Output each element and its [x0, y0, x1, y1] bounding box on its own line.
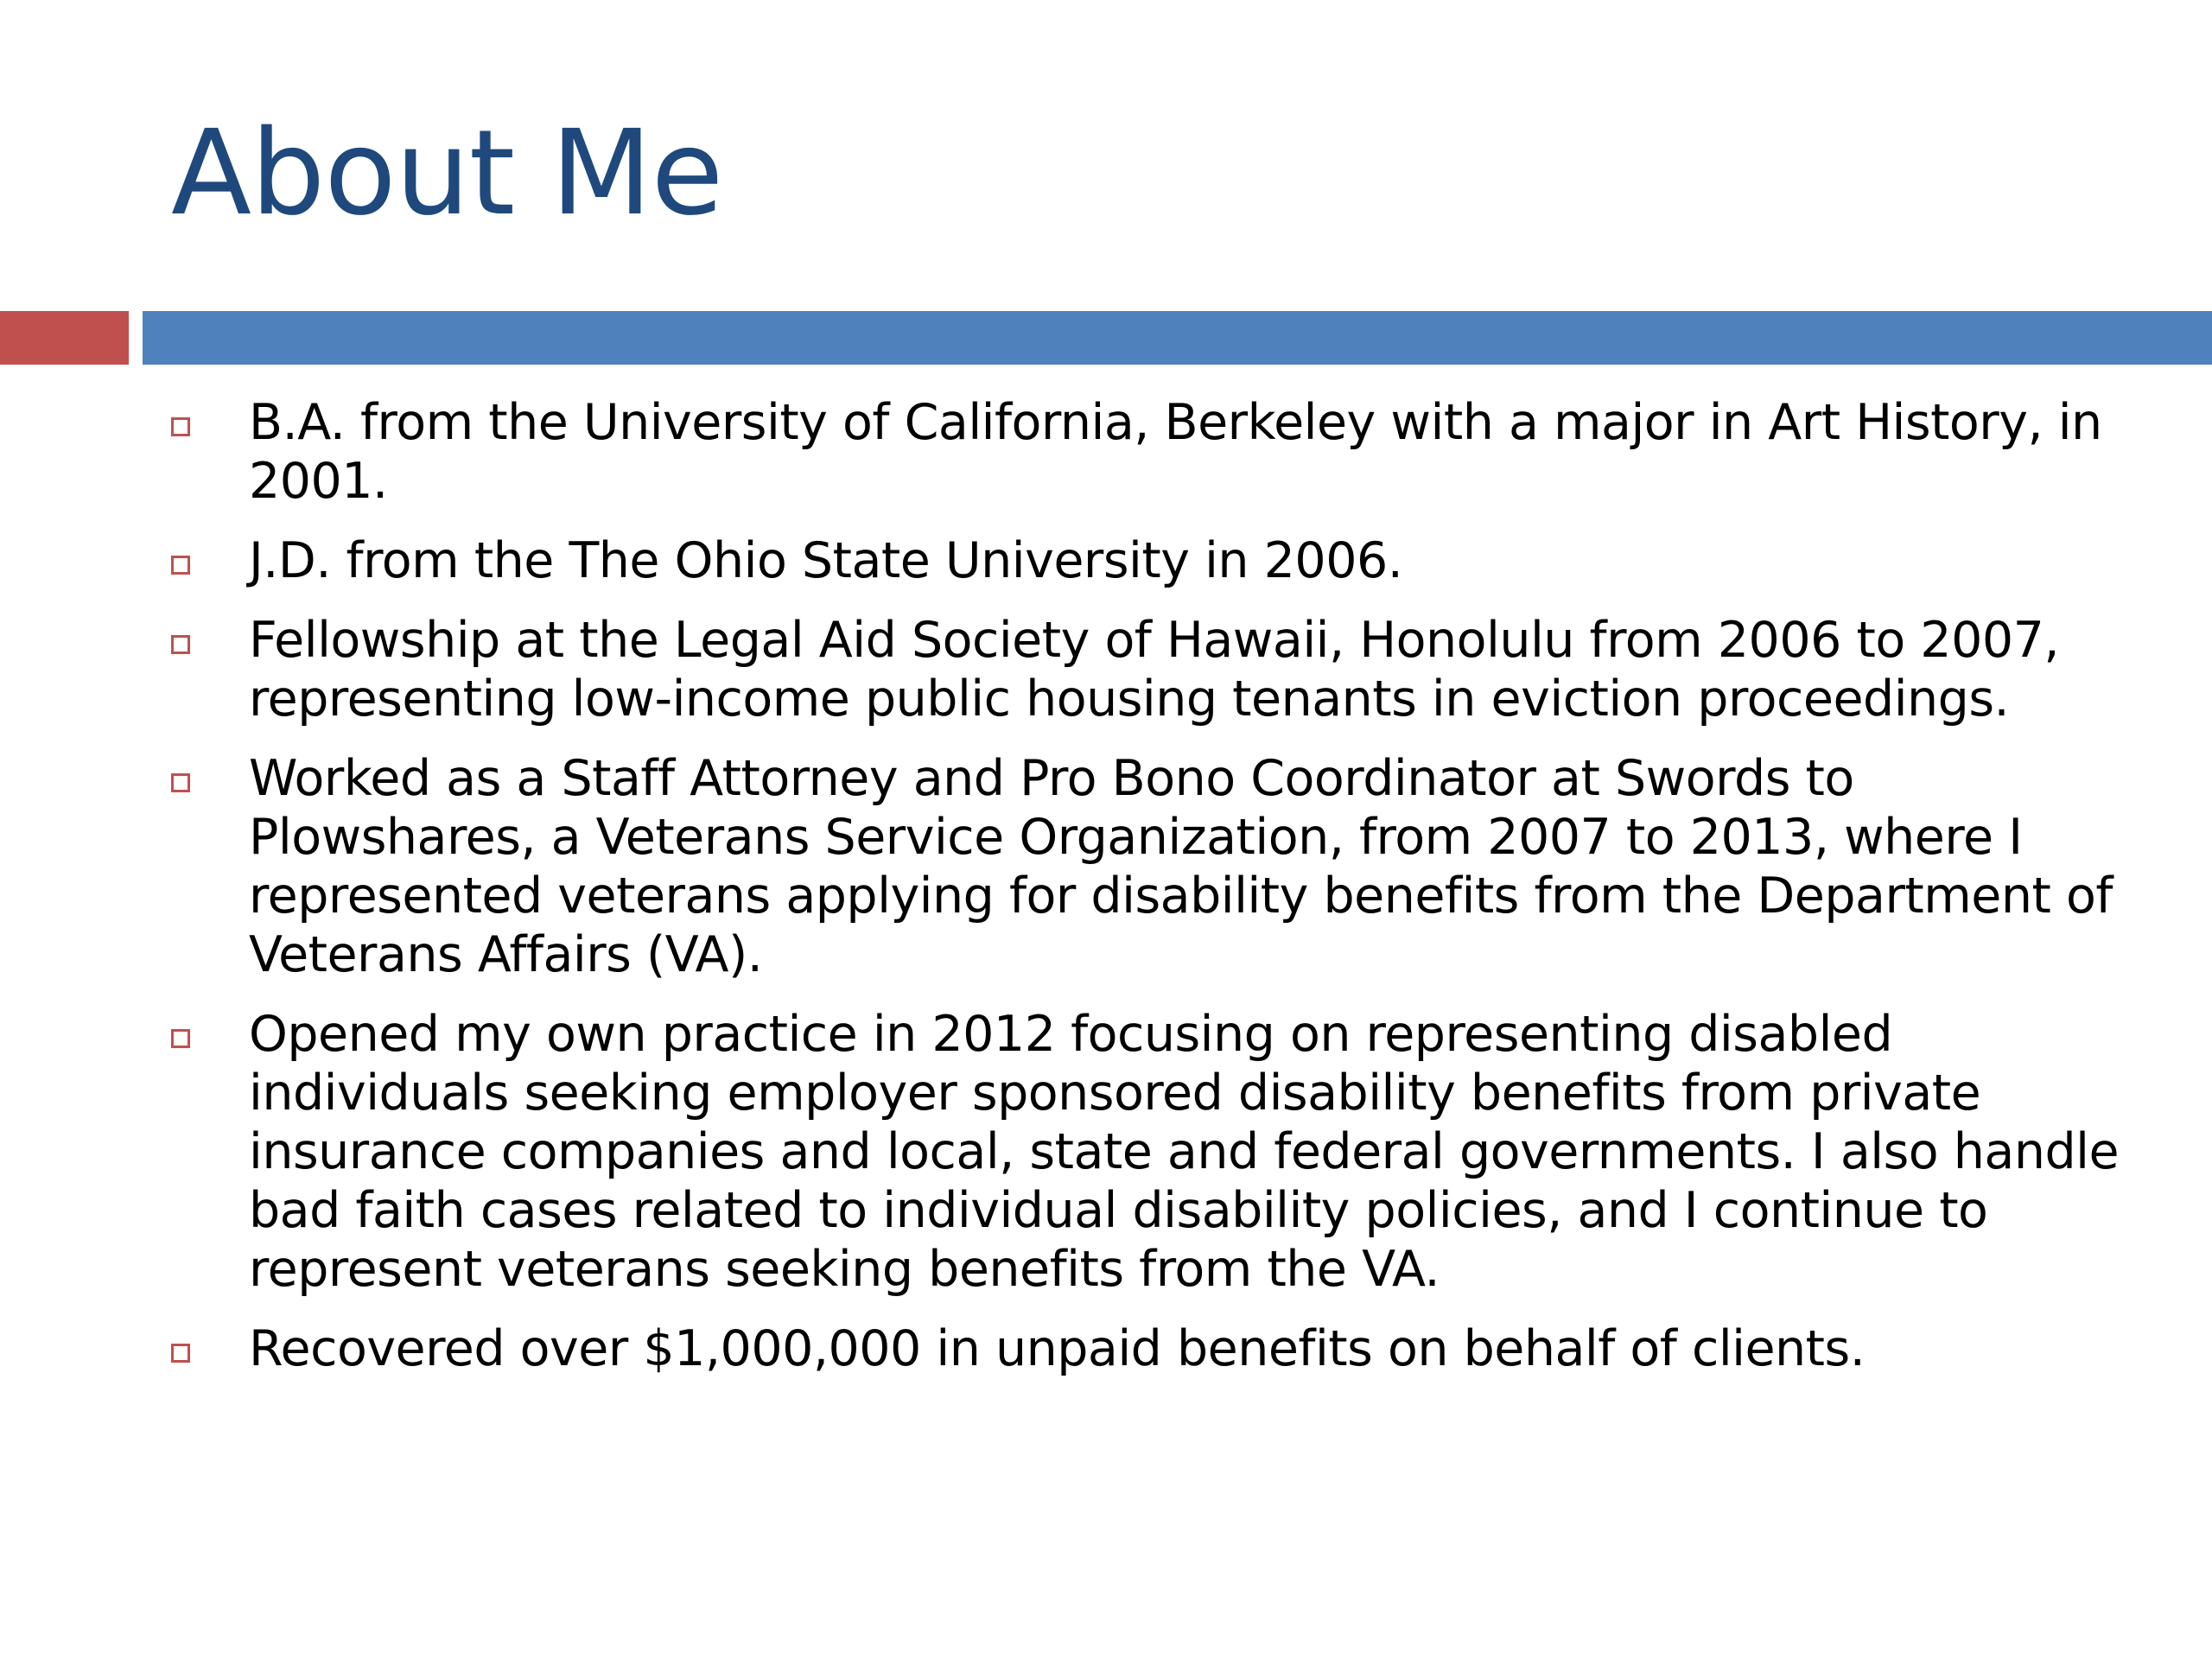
title-divider-bar — [143, 311, 2212, 365]
list-item-text: Opened my own practice in 2012 focusing on representing disabled individuals seeking employer sponsored disability benefits from private insurance companies and local, state and federal governments. I also handle bad faith cases related to individual disability policies, and I continue to represent veterans seeking benefits from the VA. — [249, 1006, 2120, 1298]
square-bullet-icon — [171, 417, 190, 436]
list-item — [171, 393, 2133, 511]
list-item-text: Worked as a Staff Attorney and Pro Bono Coordinator at Swords to Plowshares, a Veterans Service Organization, from 2007 to 2013, where I represented veterans applying for disability benefits from the Department of Veterans Affairs (VA). — [249, 750, 2113, 983]
bullet-list — [171, 393, 2133, 1399]
list-item — [171, 611, 2133, 728]
list-item — [171, 749, 2133, 984]
square-bullet-icon — [171, 635, 190, 654]
list-item — [171, 1319, 2133, 1378]
list-item — [171, 531, 2133, 590]
square-bullet-icon — [171, 556, 190, 575]
list-item-text: Recovered over $1,000,000 in unpaid benefits on behalf of clients. — [249, 1320, 1866, 1377]
list-item-text: Fellowship at the Legal Aid Society of Hawaii, Honolulu from 2006 to 2007, representing low-income public housing tenants in eviction proceedings. — [249, 612, 2059, 728]
slide-title: About Me — [171, 105, 723, 242]
list-item-text: J.D. from the The Ohio State University in 2006. — [249, 532, 1403, 589]
title-accent-bar — [0, 311, 129, 365]
list-item — [171, 1005, 2133, 1299]
square-bullet-icon — [171, 773, 190, 792]
list-item-text: B.A. from the University of California, Berkeley with a major in Art History, in 2001. — [249, 394, 2102, 510]
square-bullet-icon — [171, 1029, 190, 1048]
square-bullet-icon — [171, 1344, 190, 1363]
